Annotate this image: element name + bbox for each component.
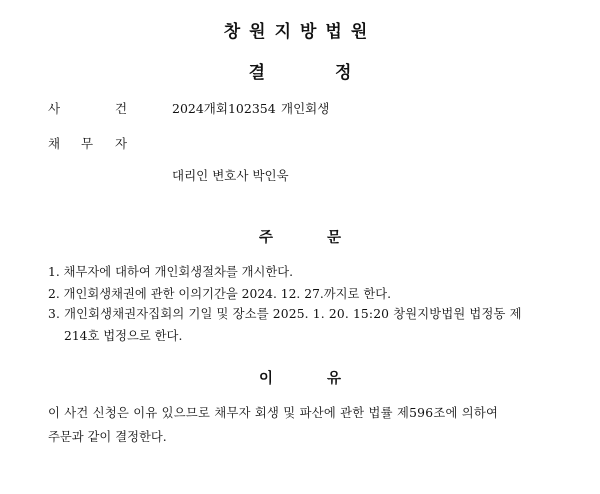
debtor-label-char-2: 무	[81, 136, 94, 151]
order-item-3: 3. 개인회생채권자집회의 기일 및 장소를 2025. 1. 20. 15:20 창원지방법원 법정동 제	[48, 307, 522, 321]
title-char-2: 정	[335, 63, 352, 83]
case-label-char-1: 사	[48, 101, 61, 116]
order-heading	[0, 226, 600, 247]
order-item-1: 1. 채무자에 대하여 개인회생절차를 개시한다.	[48, 265, 294, 279]
debtor-agent: 대리인 변호사 박인욱	[172, 168, 289, 183]
title-char-1: 결	[248, 63, 265, 83]
reason-heading-char-2: 유	[327, 371, 342, 387]
case-type: 개인회생	[281, 101, 330, 116]
reason-line-2: 주문과 같이 결정한다.	[48, 430, 167, 444]
reason-line-1: 이 사건 신청은 이유 있으므로 채무자 회생 및 파산에 관한 법률 제596조에 의하여	[48, 406, 499, 420]
order-item-3-continued: 214호 법정으로 한다.	[64, 329, 183, 343]
reason-heading-char-1: 이	[258, 371, 273, 387]
case-label-char-2: 건	[115, 101, 128, 116]
case-number: 2024개회102354	[172, 101, 276, 116]
reason-heading	[0, 367, 600, 388]
debtor-label-char-3: 자	[115, 136, 128, 151]
order-item-2: 2. 개인회생채권에 관한 이의기간을 2024. 12. 27.까지로 한다.	[48, 287, 392, 301]
order-heading-char-2: 문	[327, 230, 342, 246]
order-heading-char-1: 주	[258, 230, 273, 246]
document-title	[0, 58, 600, 83]
court-name: 창원지방법원	[223, 22, 377, 42]
debtor-label-char-1: 채	[48, 136, 61, 151]
